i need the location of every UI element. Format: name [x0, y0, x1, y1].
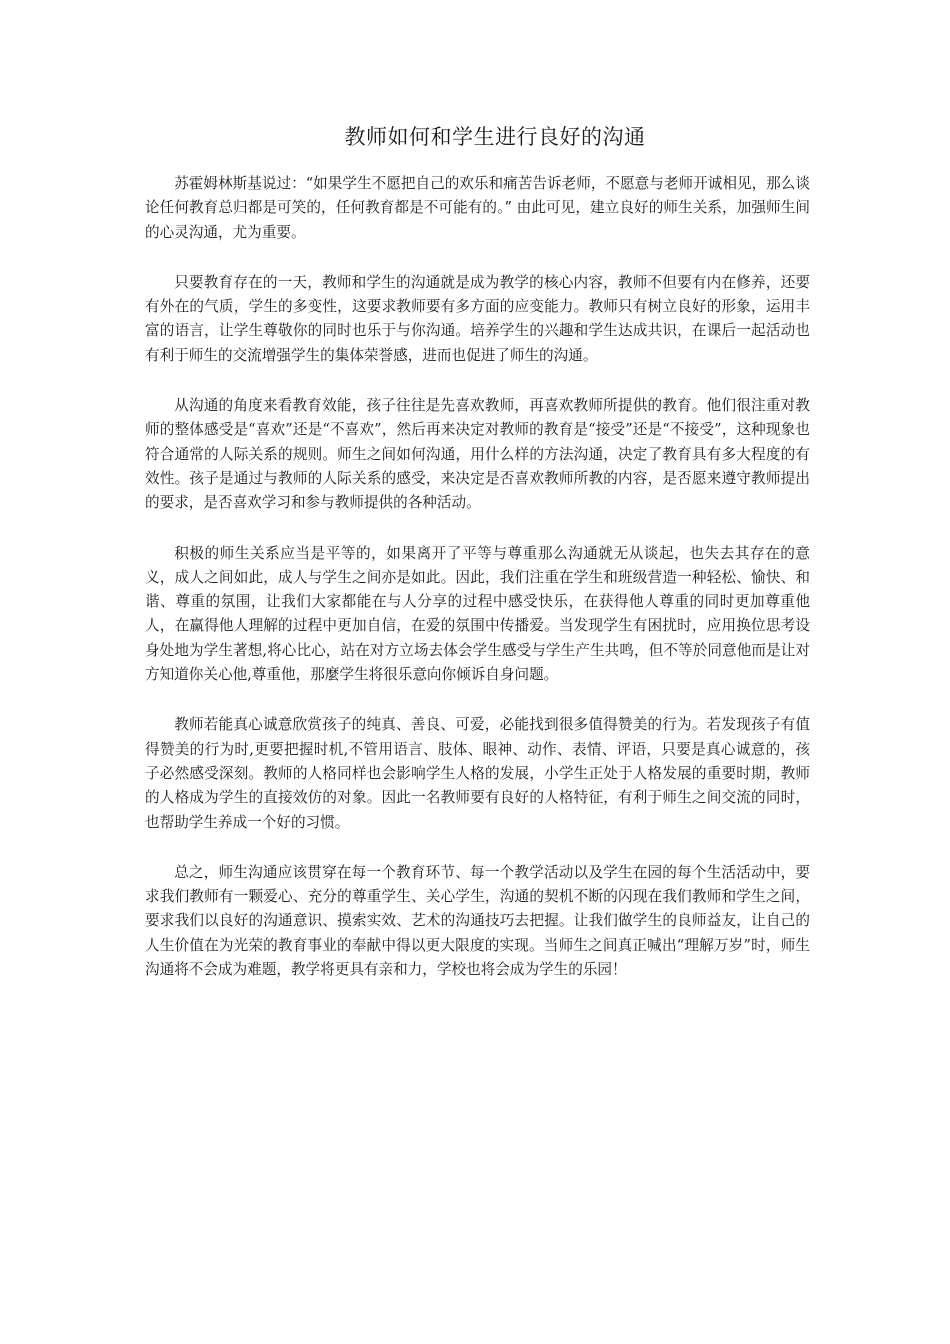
- document-body: [145, 172, 810, 1008]
- document-title: 教师如何和学生进行良好的沟通: [344, 125, 646, 149]
- paragraph-1: 苏霍姆林斯基说过：“如果学生不愿把自己的欢乐和痛苦告诉老师，不愿意与老师开诚相见，那么谈论任何教育总归都是可笑的，任何教育都是不可能有的。” 由此可见，建立良好的师生关系，加强师生间的心灵沟通，尤为重要。: [145, 175, 810, 241]
- paragraph-2: 只要教育存在的一天，教师和学生的沟通就是成为教学的核心内容，教师不但要有内在修养，还要有外在的气质，学生的多变性，这要求教师要有多方面的应变能力。教师只有树立良好的形象，运用丰富的语言，让学生尊敬你的同时也乐于与你沟通。培养学生的兴趣和学生达成共识，在课后一起活动也有利于师生的交流增强学生的集体荣誉感，进而也促进了师生的沟通。: [145, 273, 810, 364]
- paragraph-3: 从沟通的角度来看教育效能，孩子往往是先喜欢教师，再喜欢教师所提供的教育。他们很注重对教师的整体感受是“喜欢”还是“不喜欢”，然后再来决定对教师的教育是“接受”还是“不接受”，这种现象也符合通常的人际关系的规则。师生之间如何沟通，用什么样的方法沟通，决定了教育具有多大程度的有效性。孩子是通过与教师的人际关系的感受，来决定是否喜欢教师所教的内容，是否愿来遵守教师提出的要求，是否喜欢学习和参与教师提供的各种活动。: [145, 397, 810, 512]
- paragraph-4: 积极的师生关系应当是平等的，如果离开了平等与尊重那么沟通就无从谈起，也失去其存在的意义，成人之间如此，成人与学生之间亦是如此。因此，我们注重在学生和班级营造一种轻松、愉快、和谐、尊重的氛围，让我们大家都能在与人分享的过程中感受快乐，在获得他人尊重的同时更加尊重他人，在赢得他人理解的过程中更加自信，在爱的氛围中传播爱。当发现学生有困扰时，应用换位思考设身处地为学生著想,将心比心，站在对方立场去体会学生感受与学生产生共鸣，但不等於同意他而是让对方知道你关心他,尊重他，那麼学生将很乐意向你倾诉自身问题。: [145, 544, 810, 684]
- paragraph-5: 教师若能真心诚意欣赏孩子的纯真、善良、可爱，必能找到很多值得赞美的行为。若发现孩子有值得赞美的行为时,更要把握时机,不管用语言、肢体、眼神、动作、表情、评语，只要是真心诚意的，孩子必然感受深刻。教师的人格同样也会影响学生人格的发展，小学生正处于人格发展的重要时期，教师的人格成为学生的直接效仿的对象。因此一名教师要有良好的人格特征，有利于师生之间交流的同时，也帮助学生养成一个好的习惯。: [145, 716, 810, 831]
- paragraph-6: 总之，师生沟通应该贯穿在每一个教育环节、每一个教学活动以及学生在园的每个生活活动中，要求我们教师有一颗爱心、充分的尊重学生、关心学生，沟通的契机不断的闪现在我们教师和学生之间，要求我们以良好的沟通意识、摸索实效、艺术的沟通技巧去把握。让我们做学生的良师益友，让自己的人生价值在为光荣的教育事业的奉献中得以更大限度的实现。当师生之间真正喊出“理解万岁”时，师生沟通将不会成为难题，教学将更具有亲和力，学校也将会成为学生的乐园！: [145, 863, 810, 979]
